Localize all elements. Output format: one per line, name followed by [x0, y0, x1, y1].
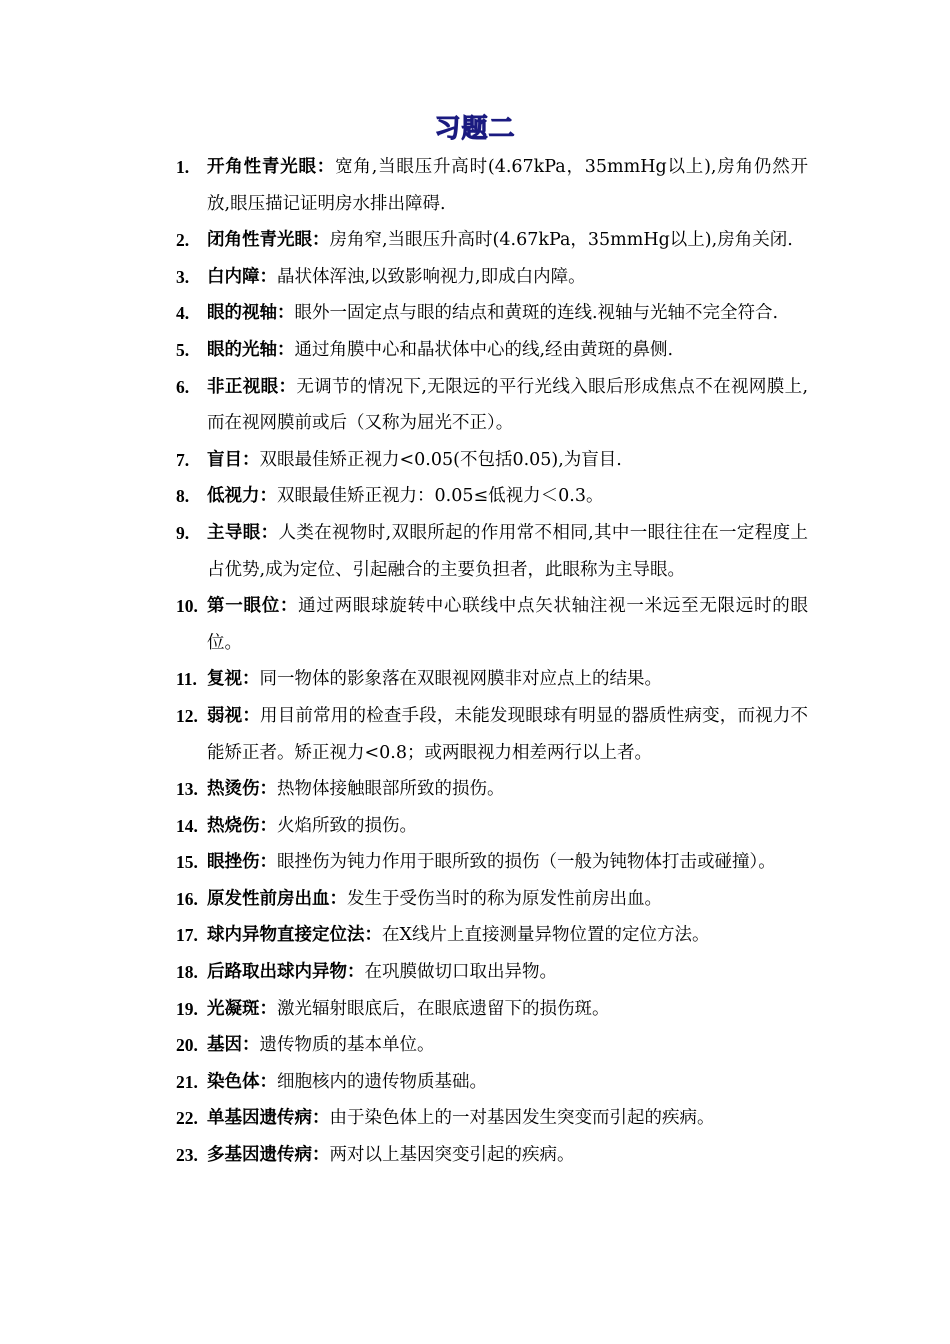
list-item	[176, 661, 808, 698]
item-number: 17.	[176, 925, 198, 946]
list-item	[176, 515, 808, 588]
item-definition: 激光辐射眼底后，在眼底遗留下的损伤斑。	[277, 998, 610, 1019]
item-number: 10.	[176, 596, 198, 617]
item-term: 球内异物直接定位法：	[207, 925, 382, 946]
item-term: 低视力：	[207, 486, 277, 507]
item-number: 13.	[176, 779, 198, 800]
list-item	[176, 149, 808, 222]
list-item	[176, 917, 808, 954]
item-term: 眼挫伤：	[207, 852, 277, 873]
item-term: 单基因遗传病：	[207, 1108, 330, 1129]
item-term: 基因：	[207, 1035, 260, 1056]
list-item	[176, 881, 808, 918]
item-number: 12.	[176, 705, 198, 726]
list-item	[176, 698, 808, 771]
item-term: 染色体：	[207, 1071, 277, 1092]
list-item	[176, 478, 808, 515]
glossary-list	[176, 149, 808, 1174]
item-term: 主导眼：	[207, 522, 279, 543]
item-term: 弱视：	[207, 705, 261, 726]
list-item	[176, 588, 808, 661]
list-item	[176, 991, 808, 1028]
item-number: 22.	[176, 1108, 198, 1129]
item-number: 9.	[176, 522, 190, 543]
item-number: 19.	[176, 998, 198, 1019]
item-term: 光凝斑：	[207, 998, 277, 1019]
item-definition: 同一物体的影象落在双眼视网膜非对应点上的结果。	[259, 669, 662, 690]
item-definition: 火焰所致的损伤。	[277, 815, 417, 836]
item-term: 白内障：	[207, 266, 277, 287]
list-item	[176, 808, 808, 845]
item-definition: 细胞核内的遗传物质基础。	[277, 1071, 487, 1092]
page-title: 习题二	[434, 114, 516, 144]
item-definition: 宽角,当眼压升高时(4.67kPa，35mmHg以上),房角仍然开放,眼压描记证明房水排出障碍.	[207, 157, 808, 214]
item-term: 热烫伤：	[207, 779, 277, 800]
item-number: 3.	[176, 266, 190, 287]
item-number: 4.	[176, 303, 190, 324]
item-number: 5.	[176, 339, 190, 360]
item-number: 1.	[176, 157, 190, 177]
item-definition: 通过两眼球旋转中心联线中点矢状轴注视一米远至无限远时的眼位。	[207, 596, 808, 653]
item-definition: 晶状体浑浊,以致影响视力,即成白内障。	[277, 266, 586, 287]
item-term: 热烧伤：	[207, 815, 277, 836]
item-definition: 在X线片上直接测量异物位置的定位方法。	[382, 925, 710, 946]
list-item	[176, 222, 808, 259]
item-term: 眼的光轴：	[207, 339, 295, 360]
item-number: 7.	[176, 449, 190, 470]
item-term: 眼的视轴：	[207, 303, 295, 324]
item-term: 多基因遗传病：	[207, 1145, 330, 1166]
item-number: 11.	[176, 669, 197, 690]
item-definition: 双眼最佳矫正视力<0.05(不包括0.05),为盲目.	[259, 449, 622, 470]
item-term: 开角性青光眼：	[207, 157, 336, 177]
list-item	[176, 1137, 808, 1174]
list-item	[176, 954, 808, 991]
item-number: 23.	[176, 1145, 198, 1166]
item-definition: 发生于受伤当时的称为原发性前房出血。	[347, 888, 662, 909]
list-item	[176, 1027, 808, 1064]
list-item	[176, 369, 808, 442]
item-number: 8.	[176, 486, 190, 507]
item-term: 原发性前房出血：	[207, 888, 347, 909]
item-term: 第一眼位：	[207, 596, 299, 617]
item-term: 非正视眼：	[207, 376, 297, 397]
item-definition: 在巩膜做切口取出异物。	[364, 962, 557, 983]
list-item	[176, 295, 808, 332]
item-definition: 眼挫伤为钝力作用于眼所致的损伤（一般为钝物体打击或碰撞）。	[277, 852, 776, 873]
item-term: 后路取出球内异物：	[207, 962, 365, 983]
item-definition: 用目前常用的检查手段，未能发现眼球有明显的器质性病变，而视力不能矫正者。矫正视力<0.8；或两眼视力相差两行以上者。	[207, 705, 808, 763]
item-definition: 眼外一固定点与眼的结点和黄斑的连线.视轴与光轴不完全符合.	[294, 303, 779, 324]
item-number: 16.	[176, 888, 198, 909]
item-number: 14.	[176, 815, 198, 836]
item-number: 21.	[176, 1071, 198, 1092]
item-number: 18.	[176, 962, 198, 983]
list-item	[176, 844, 808, 881]
item-definition: 通过角膜中心和晶状体中心的线,经由黄斑的鼻侧.	[294, 339, 674, 360]
item-definition: 由于染色体上的一对基因发生突变而引起的疾病。	[329, 1108, 715, 1129]
list-item	[176, 1100, 808, 1137]
item-number: 15.	[176, 852, 198, 873]
item-term: 闭角性青光眼：	[207, 230, 330, 251]
list-item	[176, 1064, 808, 1101]
item-number: 6.	[176, 376, 190, 397]
list-item	[176, 259, 808, 296]
item-definition: 双眼最佳矫正视力：0.05≤低视力＜0.3。	[277, 486, 604, 507]
item-definition: 人类在视物时,双眼所起的作用常不相同,其中一眼往往在一定程度上占优势,成为定位、引起融合的主要负担者，此眼称为主导眼。	[207, 522, 809, 580]
item-definition: 遗传物质的基本单位。	[259, 1035, 435, 1056]
item-definition: 无调节的情况下,无限远的平行光线入眼后形成焦点不在视网膜上,而在视网膜前或后（又称为屈光不正）。	[207, 376, 809, 434]
list-item	[176, 332, 808, 369]
item-number: 2.	[176, 230, 190, 251]
item-term: 复视：	[207, 669, 260, 690]
list-item	[176, 771, 808, 808]
item-number: 20.	[176, 1035, 198, 1056]
list-item	[176, 442, 808, 479]
item-definition: 两对以上基因突变引起的疾病。	[329, 1145, 575, 1166]
item-term: 盲目：	[207, 449, 260, 470]
item-definition: 房角窄,当眼压升高时(4.67kPa，35mmHg以上),房角关闭.	[329, 230, 793, 251]
item-definition: 热物体接触眼部所致的损伤。	[277, 779, 505, 800]
